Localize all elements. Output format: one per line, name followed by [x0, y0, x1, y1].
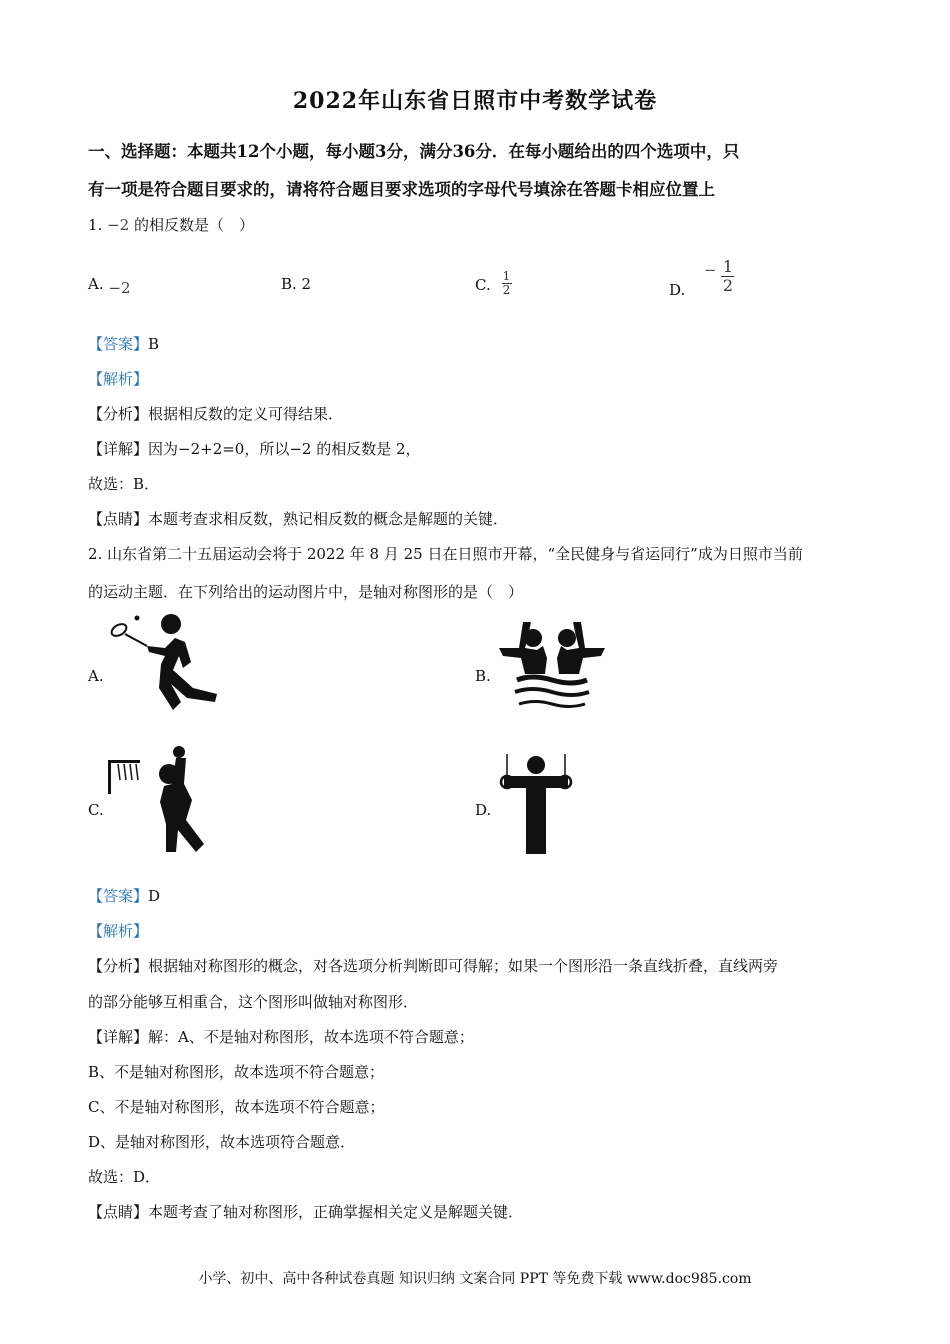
q1-choose: 故选：B． [88, 475, 160, 493]
q2-jiexi: 【解析】 [88, 922, 149, 940]
q1-analysis: 【分析】根据相反数的定义可得结果． [88, 405, 344, 423]
section-heading-line-2: 有一项是符合题目要求的，请将符合题目要求选项的字母代号填涂在答题卡相应位置上 [88, 180, 715, 199]
q1-option-d-fraction: $\frac{1}{2}$ [722, 257, 733, 295]
basketball-player-icon [106, 744, 218, 856]
q2-comment: 【点睛】本题考查了轴对称图形，正确掌握相关定义是解题关键． [88, 1203, 524, 1221]
q1-option-b: B. 2 [281, 275, 312, 293]
q2-option-b-label: B. [475, 667, 491, 685]
q2-answer: 【答案】D [88, 887, 161, 905]
q1-option-c: C. $\frac{1}{2}$ [475, 269, 511, 297]
q2-analysis-line-1: 【分析】根据轴对称图形的概念，对各选项分析判断即可得解；如果一个图形沿一条直线折叠，直线两旁 [88, 957, 779, 975]
q2-stem-line-1: 2. 山东省第二十五届运动会将于 2022 年 8 月 25 日在日照市开幕，“全民健身与省运同行”成为日照市当前 [88, 545, 803, 563]
q1-detail: 【详解】因为−2+2=0，所以−2 的相反数是 2， [88, 440, 421, 458]
q2-detail-b: B、不是轴对称图形，故本选项不符合题意； [88, 1063, 385, 1081]
page-title: 2022年山东省日照市中考数学试卷 [292, 88, 658, 114]
q1-option-d: D. − $\frac{1}{2}$ [669, 257, 733, 299]
q2-choose: 故选：D． [88, 1168, 161, 1186]
badminton-player-icon [105, 612, 223, 712]
q2-stem-line-2: 的运动主题．在下列给出的运动图片中，是轴对称图形的是（ ） [88, 583, 524, 601]
gymnast-rings-icon [498, 754, 574, 858]
q1-option-a-value: −2 [108, 279, 131, 297]
q1-number: 1. [88, 216, 103, 234]
q1-expression: −2 [107, 216, 130, 234]
q1-answer: 【答案】B [88, 335, 160, 353]
q1-comment: 【点睛】本题考查求相反数，熟记相反数的概念是解题的关键． [88, 510, 509, 528]
q2-option-d-label: D. [475, 801, 492, 819]
q1-option-a: A. −2 [88, 275, 131, 297]
q2-option-a-label: A. [88, 667, 104, 685]
swimmers-icon [497, 618, 607, 710]
q1-stem [88, 213, 254, 237]
q1-jiexi: 【解析】 [88, 370, 149, 388]
section-heading-line-1: 一、选择题：本题共12个小题，每小题3分，满分36分．在每小题给出的四个选项中，只 [88, 142, 740, 161]
q2-analysis-line-2: 的部分能够互相重合，这个图形叫做轴对称图形． [88, 993, 419, 1011]
q1-option-c-fraction: $\frac{1}{2}$ [502, 269, 511, 297]
page-footer: 小学、初中、高中各种试卷真题 知识归纳 文案合同 PPT 等免费下载 www.doc985.com [198, 1271, 752, 1287]
q2-option-c-label: C. [88, 801, 104, 819]
q1-stem-text: 的相反数是（ ） [134, 216, 255, 234]
q2-detail-d: D、是轴对称图形，故本选项符合题意． [88, 1133, 356, 1151]
q2-detail-c: C、不是轴对称图形，故本选项不符合题意； [88, 1098, 385, 1116]
q2-detail: 【详解】解：A、不是轴对称图形，故本选项不符合题意； [88, 1028, 474, 1046]
